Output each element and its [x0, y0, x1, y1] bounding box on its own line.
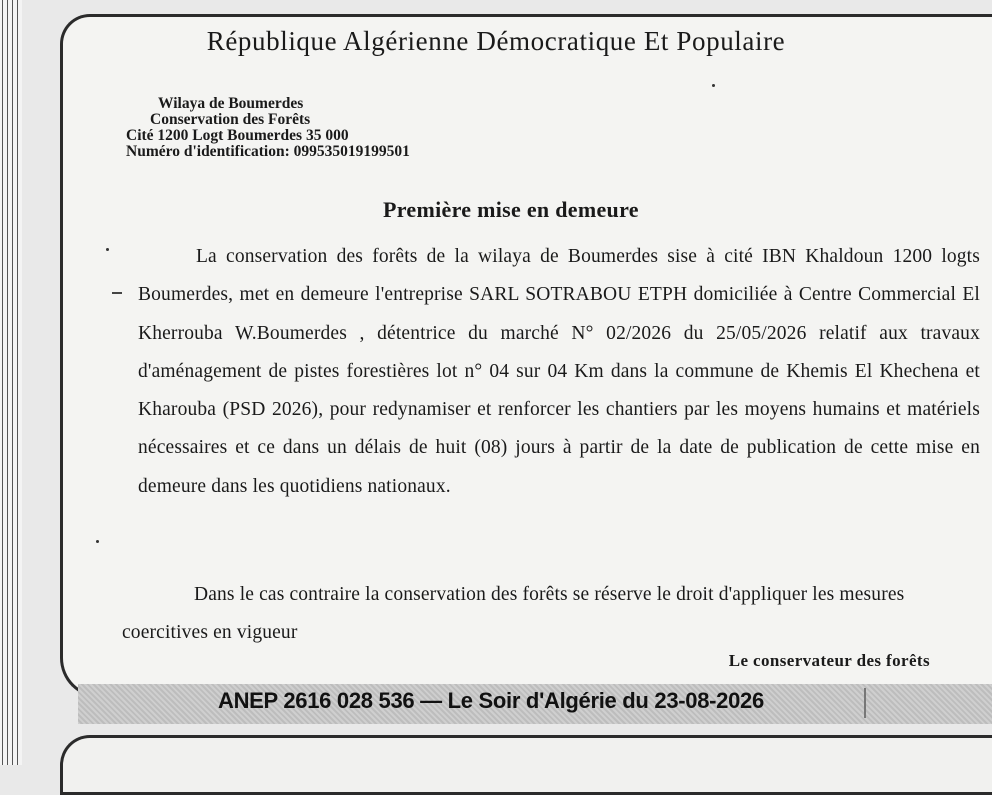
address-line: Cité 1200 Logt Boumerdes 35 000 [126, 127, 349, 144]
page-edge-rules [0, 0, 22, 765]
notice-paragraph-2: Dans le cas contraire la conservation des forêts se réserve le droit d'appliquer les mesures coercitives en vigueur [122, 584, 905, 643]
issuer-block [126, 96, 410, 160]
republic-heading: République Algérienne Démocratique Et Populaire [206, 26, 786, 56]
signature-line: Le conservateur des forêts [728, 651, 930, 670]
publication-reference: ANEP 2616 028 536 — Le Soir d'Algérie du 23-08-2026 [218, 688, 764, 713]
scan-speck [712, 84, 715, 87]
margin-dash [112, 292, 122, 294]
next-notice-frame [60, 735, 992, 795]
scan-speck [106, 248, 109, 251]
identification-line: Numéro d'identification: 099535019199501 [126, 143, 410, 160]
footer-divider [864, 688, 866, 718]
scan-speck [96, 540, 99, 543]
notice-paragraph-1: La conservation des forêts de la wilaya de Boumerdes sise à cité IBN Khaldoun 1200 logts Boumerdes, met en demeure l'entreprise SARL SOTRABOU ETPH domiciliée à Centre Commercial El Kherrouba W.Boumerdes , détentrice du marché N° 02/2026 du 25/05/2026 relatif aux travaux d'aménagement de pistes forestières lot n° 04 sur 04 Km dans la commune de Khemis El Khechena et Kharouba (PSD 2026), pour redynamiser et renforcer les chantiers par les moyens humains et matériels nécessaires et ce dans un délais de huit (08) jours à partir de la date de publication de cette mise en demeure dans les quotidiens nationaux. [138, 246, 980, 497]
wilaya-line: Wilaya de Boumerdes [158, 95, 304, 112]
document-title: Première mise en demeure [383, 197, 639, 222]
conservation-line: Conservation des Forêts [150, 111, 311, 128]
